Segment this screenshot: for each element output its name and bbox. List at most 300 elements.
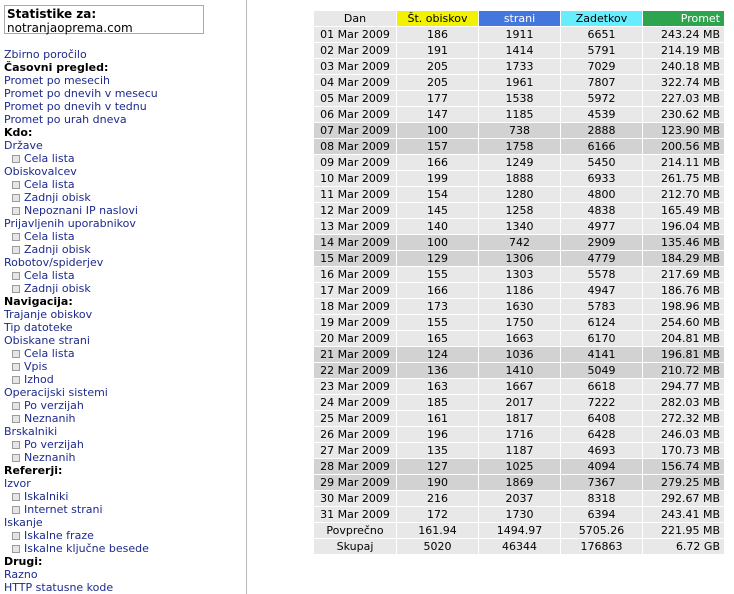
nav-label: Države	[4, 139, 43, 152]
nav-label: Promet po mesecih	[4, 74, 111, 87]
table-cell: 243.24 MB	[643, 27, 724, 42]
table-row	[314, 299, 724, 314]
nav-section-header	[4, 555, 244, 568]
nav-sublink[interactable]	[4, 269, 244, 282]
nav-link[interactable]	[4, 74, 244, 87]
nav-label: Robotov/spiderjev	[4, 256, 104, 269]
nav-label: Internet strani	[24, 503, 103, 516]
table-cell: 6651	[561, 27, 642, 42]
table-cell: 1280	[479, 187, 560, 202]
table-cell: 217.69 MB	[643, 267, 724, 282]
table-cell: 272.32 MB	[643, 411, 724, 426]
table-cell: 184.29 MB	[643, 251, 724, 266]
table-cell: 26 Mar 2009	[314, 427, 396, 442]
table-cell: 22 Mar 2009	[314, 363, 396, 378]
page-icon	[12, 350, 20, 358]
table-cell: 1414	[479, 43, 560, 58]
table-cell: 16 Mar 2009	[314, 267, 396, 282]
table-cell: 198.96 MB	[643, 299, 724, 314]
nav-link[interactable]	[4, 256, 244, 269]
table-cell: 1410	[479, 363, 560, 378]
table-row	[314, 123, 724, 138]
site-name: notranjaoprema.com	[7, 21, 133, 35]
nav-sublink[interactable]	[4, 490, 244, 503]
table-cell: 1306	[479, 251, 560, 266]
table-cell: 292.67 MB	[643, 491, 724, 506]
nav-sublink[interactable]	[4, 529, 244, 542]
nav-sublink[interactable]	[4, 503, 244, 516]
nav-sublink[interactable]	[4, 282, 244, 295]
table-cell: 161.94	[397, 523, 478, 538]
table-cell: 147	[397, 107, 478, 122]
nav-label: Izvor	[4, 477, 31, 490]
table-cell: 1025	[479, 459, 560, 474]
table-cell: 221.95 MB	[643, 523, 724, 538]
table-cell: 1888	[479, 171, 560, 186]
table-cell: 1538	[479, 91, 560, 106]
table-cell: 17 Mar 2009	[314, 283, 396, 298]
nav-link[interactable]	[4, 139, 244, 152]
table-row	[314, 315, 724, 330]
table-cell: 07 Mar 2009	[314, 123, 396, 138]
table-row	[314, 331, 724, 346]
table-row	[314, 139, 724, 154]
table-row	[314, 491, 724, 506]
page-icon	[12, 441, 20, 449]
nav-sublink[interactable]	[4, 438, 244, 451]
nav-label: Razno	[4, 568, 38, 581]
table-row	[314, 363, 724, 378]
nav-sublink[interactable]	[4, 451, 244, 464]
page-icon	[12, 545, 20, 553]
page-icon	[12, 506, 20, 514]
nav-sublink[interactable]	[4, 360, 244, 373]
nav-sublink[interactable]	[4, 542, 244, 555]
table-cell: 4947	[561, 283, 642, 298]
table-cell: 2909	[561, 235, 642, 250]
table-cell: 240.18 MB	[643, 59, 724, 74]
nav-link[interactable]	[4, 48, 244, 61]
nav-link[interactable]	[4, 308, 244, 321]
table-cell: 5578	[561, 267, 642, 282]
table-cell: 214.11 MB	[643, 155, 724, 170]
table-cell: 185	[397, 395, 478, 410]
table-cell: 1667	[479, 379, 560, 394]
nav-label: Nepoznani IP naslovi	[24, 204, 138, 217]
table-cell: 5020	[397, 539, 478, 554]
table-cell: 21 Mar 2009	[314, 347, 396, 362]
nav-label: Po verzijah	[24, 399, 84, 412]
nav-label: Drugi:	[4, 555, 43, 568]
table-cell: 4779	[561, 251, 642, 266]
table-cell: 20 Mar 2009	[314, 331, 396, 346]
nav-label: Obiskane strani	[4, 334, 90, 347]
table-cell: 199	[397, 171, 478, 186]
table-cell: 31 Mar 2009	[314, 507, 396, 522]
nav-label: Zadnji obisk	[24, 282, 91, 295]
nav-label: Obiskovalcev	[4, 165, 77, 178]
nav-sublink[interactable]	[4, 152, 244, 165]
site-label: Statistike za:	[7, 7, 97, 21]
table-cell: 6.72 GB	[643, 539, 724, 554]
table-cell: 1750	[479, 315, 560, 330]
nav-link[interactable]	[4, 516, 244, 529]
table-row	[314, 283, 724, 298]
nav-label: Cela lista	[24, 152, 75, 165]
table-cell: 1730	[479, 507, 560, 522]
nav-label: Zadnji obisk	[24, 243, 91, 256]
nav-label: Promet po dnevih v tednu	[4, 100, 147, 113]
table-cell: 4693	[561, 443, 642, 458]
table-cell: 1249	[479, 155, 560, 170]
nav-sublink[interactable]	[4, 243, 244, 256]
table-cell: 140	[397, 219, 478, 234]
table-cell: 19 Mar 2009	[314, 315, 396, 330]
table-cell: 124	[397, 347, 478, 362]
table-cell: 5049	[561, 363, 642, 378]
nav-link[interactable]	[4, 321, 244, 334]
nav-sublink[interactable]	[4, 191, 244, 204]
table-cell: 5705.26	[561, 523, 642, 538]
table-cell: Povprečno	[314, 523, 396, 538]
table-cell: 136	[397, 363, 478, 378]
table-row	[314, 379, 724, 394]
table-row	[314, 347, 724, 362]
table-cell: 200.56 MB	[643, 139, 724, 154]
table-row	[314, 219, 724, 234]
table-cell: 322.74 MB	[643, 75, 724, 90]
table-cell: 2037	[479, 491, 560, 506]
table-cell: 25 Mar 2009	[314, 411, 396, 426]
table-cell: 166	[397, 283, 478, 298]
page-icon	[12, 454, 20, 462]
nav-link[interactable]	[4, 100, 244, 113]
table-cell: 165	[397, 331, 478, 346]
table-cell: 190	[397, 475, 478, 490]
table-row	[314, 251, 724, 266]
nav-link[interactable]	[4, 477, 244, 490]
table-cell: 173	[397, 299, 478, 314]
table-cell: 1733	[479, 59, 560, 74]
table-row	[314, 43, 724, 58]
table-cell: 7222	[561, 395, 642, 410]
table-cell: 127	[397, 459, 478, 474]
nav-label: Trajanje obiskov	[4, 308, 93, 321]
nav-link[interactable]	[4, 165, 244, 178]
table-row	[314, 187, 724, 202]
table-cell: 129	[397, 251, 478, 266]
table-cell: 205	[397, 75, 478, 90]
table-cell: 6394	[561, 507, 642, 522]
nav-menu	[4, 48, 244, 594]
nav-section-header	[4, 126, 244, 139]
table-cell: 196.81 MB	[643, 347, 724, 362]
nav-label: Navigacija:	[4, 295, 73, 308]
table-cell: 176863	[561, 539, 642, 554]
table-cell: 135.46 MB	[643, 235, 724, 250]
table-cell: 06 Mar 2009	[314, 107, 396, 122]
nav-section-header	[4, 61, 244, 74]
site-box	[4, 5, 204, 34]
table-cell: 28 Mar 2009	[314, 459, 396, 474]
table-cell: 5783	[561, 299, 642, 314]
table-cell: 1716	[479, 427, 560, 442]
table-cell: 1961	[479, 75, 560, 90]
table-row	[314, 91, 724, 106]
table-cell: 03 Mar 2009	[314, 59, 396, 74]
column-header: Promet	[643, 11, 724, 26]
table-row	[314, 395, 724, 410]
table-cell: 1036	[479, 347, 560, 362]
page-icon	[12, 493, 20, 501]
table-cell: 18 Mar 2009	[314, 299, 396, 314]
nav-link[interactable]	[4, 113, 244, 126]
page-icon	[12, 194, 20, 202]
daily-stats-table	[313, 10, 725, 555]
table-cell: 163	[397, 379, 478, 394]
nav-label: Neznanih	[24, 412, 76, 425]
table-cell: 4141	[561, 347, 642, 362]
page-icon	[12, 207, 20, 215]
page-icon	[12, 155, 20, 163]
column-header: strani	[479, 11, 560, 26]
nav-label: Vpis	[24, 360, 48, 373]
table-cell: 1758	[479, 139, 560, 154]
table-row	[314, 443, 724, 458]
nav-label: Cela lista	[24, 230, 75, 243]
table-row	[314, 459, 724, 474]
nav-link[interactable]	[4, 334, 244, 347]
page-icon	[12, 376, 20, 384]
page-icon	[12, 402, 20, 410]
table-cell: 5972	[561, 91, 642, 106]
nav-section-header	[4, 295, 244, 308]
table-cell: 01 Mar 2009	[314, 27, 396, 42]
table-cell: 13 Mar 2009	[314, 219, 396, 234]
page-icon	[12, 181, 20, 189]
table-cell: 170.73 MB	[643, 443, 724, 458]
table-cell: 1185	[479, 107, 560, 122]
table-cell: 4539	[561, 107, 642, 122]
table-cell: 4838	[561, 203, 642, 218]
page-icon	[12, 272, 20, 280]
page-icon	[12, 233, 20, 241]
column-header: Št. obiskov	[397, 11, 478, 26]
table-cell: 1817	[479, 411, 560, 426]
nav-label: Časovni pregled:	[4, 61, 109, 74]
nav-link[interactable]	[4, 425, 244, 438]
nav-label: Iskalne ključne besede	[24, 542, 149, 555]
table-cell: 24 Mar 2009	[314, 395, 396, 410]
nav-sublink[interactable]	[4, 178, 244, 191]
table-cell: 161	[397, 411, 478, 426]
table-cell: 294.77 MB	[643, 379, 724, 394]
table-cell: 186	[397, 27, 478, 42]
table-cell: 254.60 MB	[643, 315, 724, 330]
table-cell: 100	[397, 123, 478, 138]
nav-sublink[interactable]	[4, 204, 244, 217]
table-cell: 2888	[561, 123, 642, 138]
table-cell: 6933	[561, 171, 642, 186]
table-cell: 8318	[561, 491, 642, 506]
nav-label: Promet po dnevih v mesecu	[4, 87, 158, 100]
table-cell: 123.90 MB	[643, 123, 724, 138]
table-cell: 216	[397, 491, 478, 506]
table-cell: 1187	[479, 443, 560, 458]
nav-sublink[interactable]	[4, 399, 244, 412]
table-cell: 1911	[479, 27, 560, 42]
table-cell: 1186	[479, 283, 560, 298]
nav-label: Iskalne fraze	[24, 529, 94, 542]
page-icon	[12, 246, 20, 254]
nav-section-header	[4, 464, 244, 477]
table-row	[314, 203, 724, 218]
table-cell: 177	[397, 91, 478, 106]
nav-label: Cela lista	[24, 178, 75, 191]
table-cell: 738	[479, 123, 560, 138]
table-row	[314, 171, 724, 186]
table-cell: 210.72 MB	[643, 363, 724, 378]
table-row	[314, 267, 724, 282]
table-cell: 155	[397, 267, 478, 282]
nav-label: Cela lista	[24, 269, 75, 282]
table-cell: 7807	[561, 75, 642, 90]
table-row	[314, 155, 724, 170]
table-cell: 5450	[561, 155, 642, 170]
table-cell: 154	[397, 187, 478, 202]
table-cell: 1258	[479, 203, 560, 218]
table-cell: 191	[397, 43, 478, 58]
table-cell: 23 Mar 2009	[314, 379, 396, 394]
nav-label: Po verzijah	[24, 438, 84, 451]
table-cell: 100	[397, 235, 478, 250]
nav-label: Prijavljenih uporabnikov	[4, 217, 136, 230]
table-row	[314, 475, 724, 490]
column-header: Dan	[314, 11, 396, 26]
nav-label: Refererji:	[4, 464, 63, 477]
table-cell: 04 Mar 2009	[314, 75, 396, 90]
table-cell: 12 Mar 2009	[314, 203, 396, 218]
nav-label: Brskalniki	[4, 425, 58, 438]
table-cell: 10 Mar 2009	[314, 171, 396, 186]
table-cell: 4094	[561, 459, 642, 474]
page-icon	[12, 415, 20, 423]
table-row	[314, 75, 724, 90]
average-row	[314, 523, 724, 538]
nav-label: Iskanje	[4, 516, 43, 529]
nav-link[interactable]	[4, 217, 244, 230]
table-cell: 135	[397, 443, 478, 458]
table-cell: 15 Mar 2009	[314, 251, 396, 266]
table-cell: 09 Mar 2009	[314, 155, 396, 170]
table-cell: 7029	[561, 59, 642, 74]
table-cell: 27 Mar 2009	[314, 443, 396, 458]
table-cell: 1630	[479, 299, 560, 314]
table-cell: 6618	[561, 379, 642, 394]
nav-link[interactable]	[4, 87, 244, 100]
table-row	[314, 411, 724, 426]
page-icon	[12, 532, 20, 540]
nav-label: Iskalniki	[24, 490, 69, 503]
nav-label: Izhod	[24, 373, 54, 386]
table-cell: 30 Mar 2009	[314, 491, 396, 506]
table-cell: 7367	[561, 475, 642, 490]
table-cell: 243.41 MB	[643, 507, 724, 522]
table-cell: 02 Mar 2009	[314, 43, 396, 58]
table-cell: 1303	[479, 267, 560, 282]
nav-link[interactable]	[4, 386, 244, 399]
table-cell: 157	[397, 139, 478, 154]
table-cell: 145	[397, 203, 478, 218]
nav-sublink[interactable]	[4, 347, 244, 360]
nav-label: Zbirno poročilo	[4, 48, 87, 61]
nav-label: Operacijski sistemi	[4, 386, 108, 399]
nav-label: HTTP statusne kode	[4, 581, 114, 594]
table-row	[314, 59, 724, 74]
table-cell: 155	[397, 315, 478, 330]
table-cell: 196	[397, 427, 478, 442]
table-cell: 11 Mar 2009	[314, 187, 396, 202]
table-cell: 6170	[561, 331, 642, 346]
table-cell: 246.03 MB	[643, 427, 724, 442]
table-cell: 4977	[561, 219, 642, 234]
nav-sublink[interactable]	[4, 230, 244, 243]
table-cell: 1663	[479, 331, 560, 346]
nav-link[interactable]	[4, 568, 244, 581]
table-cell: 205	[397, 59, 478, 74]
nav-label: Zadnji obisk	[24, 191, 91, 204]
table-cell: 05 Mar 2009	[314, 91, 396, 106]
table-cell: 1494.97	[479, 523, 560, 538]
table-cell: 29 Mar 2009	[314, 475, 396, 490]
table-cell: 261.75 MB	[643, 171, 724, 186]
nav-sublink[interactable]	[4, 373, 244, 386]
table-cell: 46344	[479, 539, 560, 554]
nav-label: Kdo:	[4, 126, 33, 139]
table-row	[314, 107, 724, 122]
table-cell: 212.70 MB	[643, 187, 724, 202]
table-row	[314, 427, 724, 442]
table-row	[314, 235, 724, 250]
table-cell: 1340	[479, 219, 560, 234]
nav-link[interactable]	[4, 581, 244, 594]
table-cell: 204.81 MB	[643, 331, 724, 346]
table-cell: 172	[397, 507, 478, 522]
table-row	[314, 27, 724, 42]
nav-label: Neznanih	[24, 451, 76, 464]
table-cell: 6124	[561, 315, 642, 330]
table-cell: 165.49 MB	[643, 203, 724, 218]
table-cell: 6166	[561, 139, 642, 154]
table-cell: 230.62 MB	[643, 107, 724, 122]
table-cell: 156.74 MB	[643, 459, 724, 474]
page-icon	[12, 285, 20, 293]
table-cell: 2017	[479, 395, 560, 410]
table-cell: 166	[397, 155, 478, 170]
nav-label: Promet po urah dneva	[4, 113, 127, 126]
nav-sublink[interactable]	[4, 412, 244, 425]
table-cell: Skupaj	[314, 539, 396, 554]
table-cell: 5791	[561, 43, 642, 58]
column-header: Zadetkov	[561, 11, 642, 26]
table-cell: 214.19 MB	[643, 43, 724, 58]
table-cell: 196.04 MB	[643, 219, 724, 234]
nav-label: Tip datoteke	[4, 321, 73, 334]
table-cell: 4800	[561, 187, 642, 202]
table-cell: 6408	[561, 411, 642, 426]
table-cell: 742	[479, 235, 560, 250]
table-cell: 186.76 MB	[643, 283, 724, 298]
